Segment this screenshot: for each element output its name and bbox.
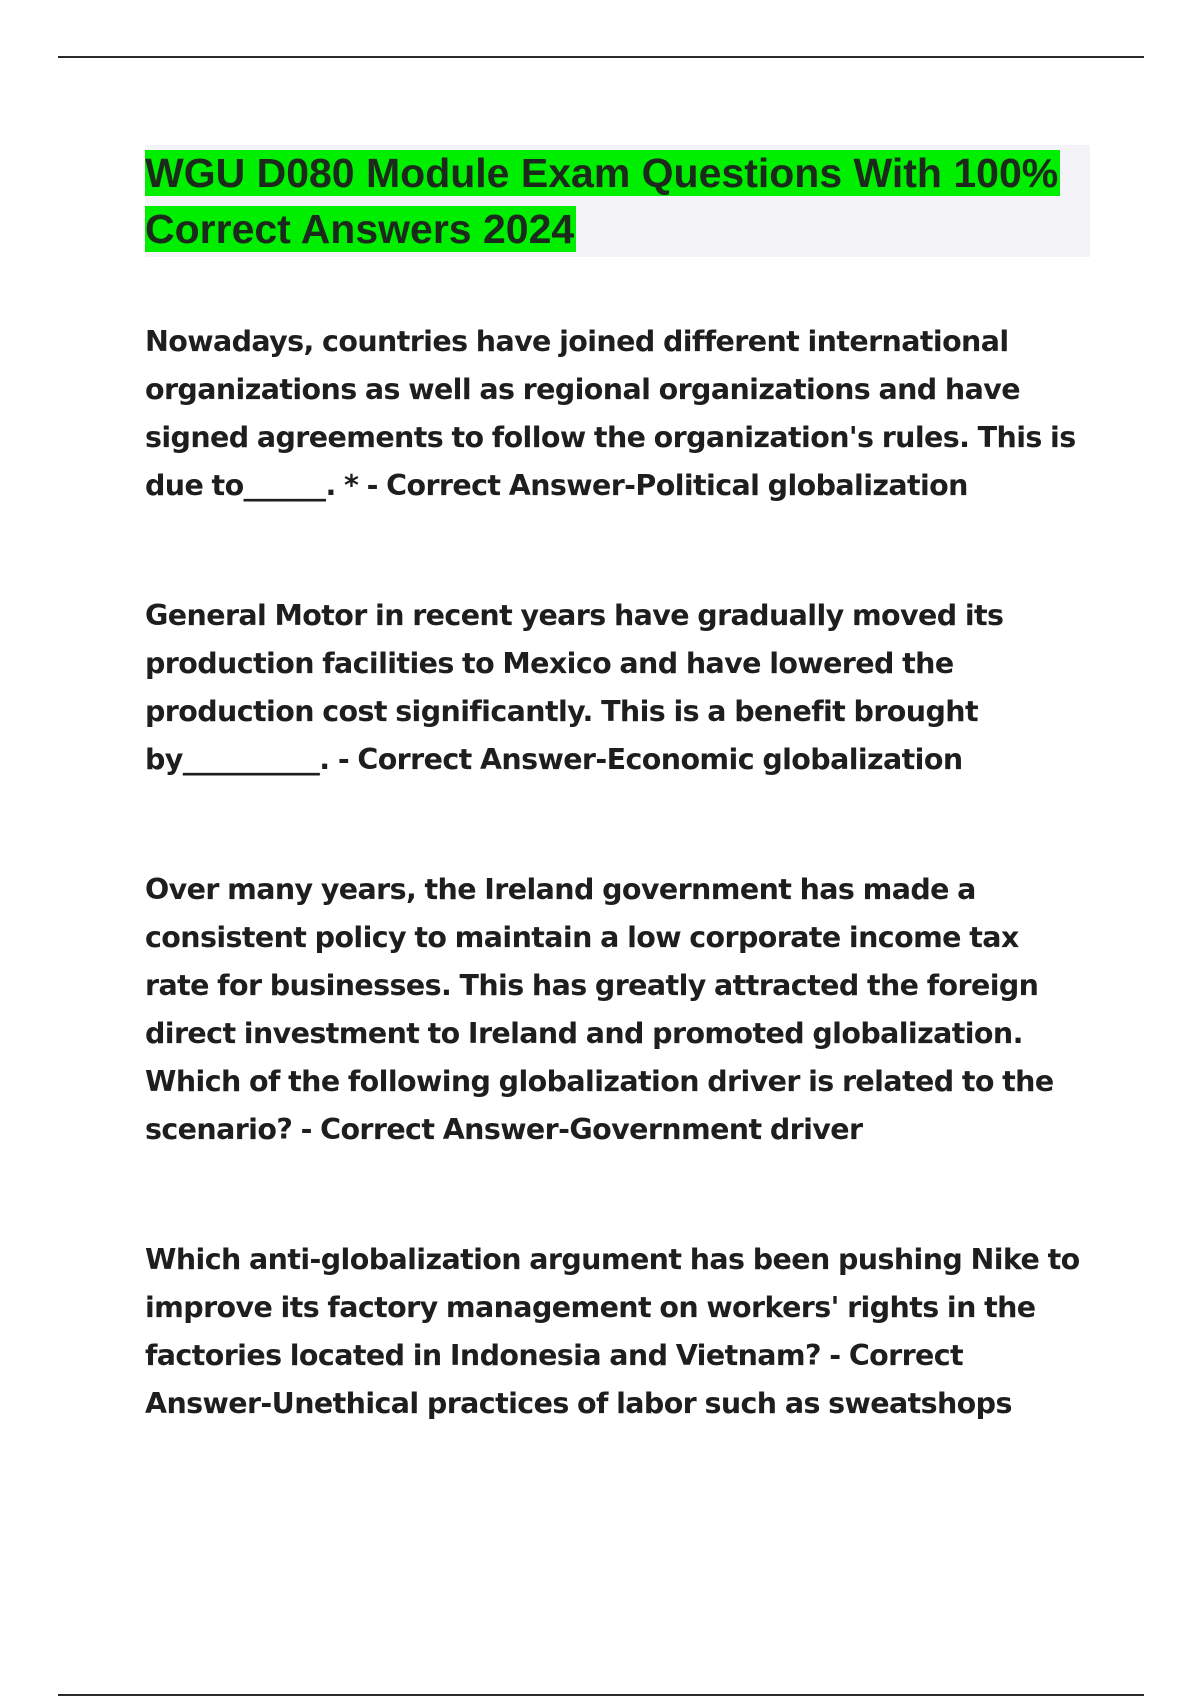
- question-item-3: [145, 866, 1090, 1154]
- question-item-4: [145, 1236, 1090, 1428]
- answer-text: Unethical practices of labor such as sweatshops: [271, 1387, 1012, 1420]
- answer-prefix: - Correct Answer-: [329, 743, 607, 776]
- bottom-divider: [58, 1694, 1144, 1696]
- answer-prefix: - Correct Answer-: [292, 1113, 570, 1146]
- document-title: [145, 145, 1090, 257]
- answer-prefix: - Correct Answer-: [358, 469, 636, 502]
- question-text: Nowadays, countries have joined different international organizations as well as regional organizations and have signed agreements to follow the organization's rules. This is due to______. *: [145, 325, 1076, 502]
- title-block: [145, 145, 1090, 257]
- question-item-2: [145, 592, 1090, 784]
- question-item-1: [145, 318, 1090, 510]
- question-text: Which anti-globalization argument has been pushing Nike to improve its factory management on workers' rights in the factories located in Indonesia and Vietnam?: [145, 1243, 1080, 1372]
- answer-prefix: - Correct Answer-: [145, 1339, 964, 1420]
- answer-text: Economic globalization: [606, 743, 963, 776]
- answer-text: Government driver: [569, 1113, 863, 1146]
- top-divider: [58, 56, 1144, 58]
- question-text: Over many years, the Ireland government has made a consistent policy to maintain a low corporate income tax rate for businesses. This has greatly attracted the foreign direct investment to Ireland and promoted globalization. Which of the following globalization driver is related to the scenario?: [145, 873, 1054, 1146]
- question-text: General Motor in recent years have gradually moved its production facilities to Mexico and have lowered the production cost significantly. This is a benefit brought by__________.: [145, 599, 1004, 776]
- title-highlight: WGU D080 Module Exam Questions With 100% Correct Answers 2024: [145, 150, 1059, 252]
- answer-text: Political globalization: [635, 469, 968, 502]
- question-list: [145, 318, 1090, 1510]
